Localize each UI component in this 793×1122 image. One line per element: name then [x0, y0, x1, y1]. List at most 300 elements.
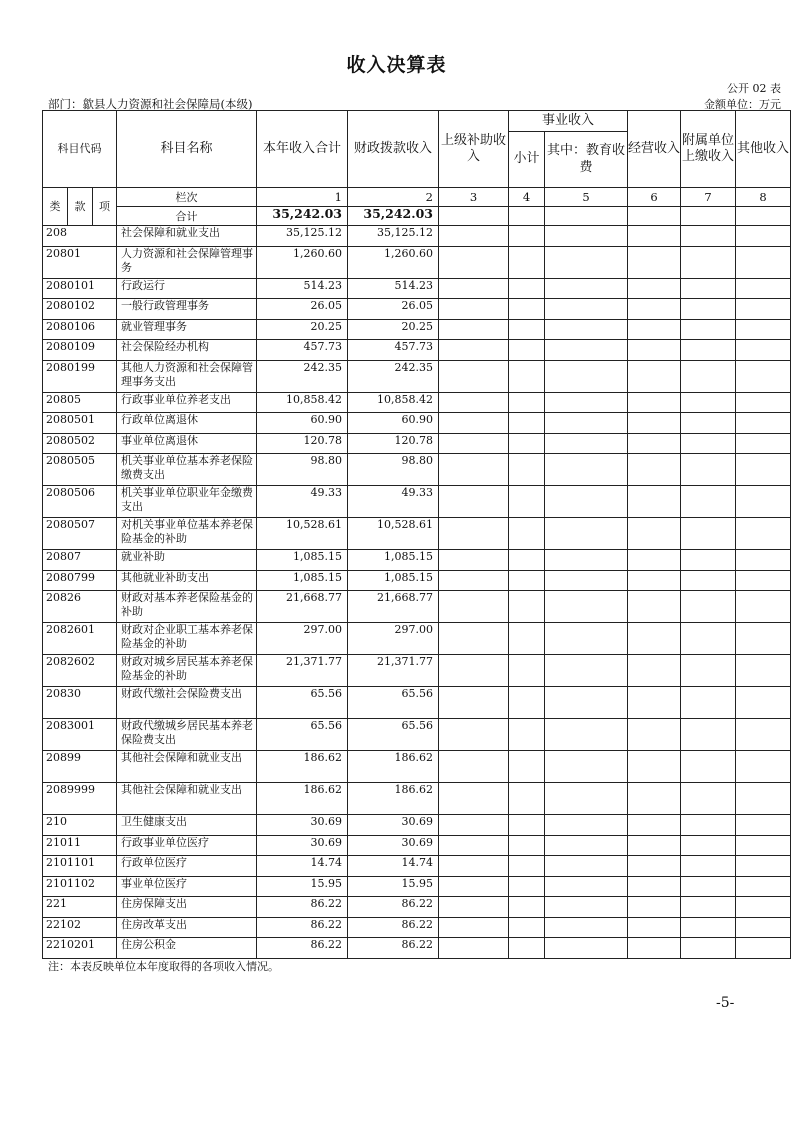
fiscal-allocation: 10,858.42: [348, 392, 439, 413]
fiscal-allocation: 15.95: [348, 876, 439, 897]
subject-code: 2101101: [43, 856, 117, 877]
department-label: 部门：歙县人力资源和社会保障局(本级): [48, 97, 253, 111]
subject-name: 其他社会保障和就业支出: [117, 751, 257, 783]
subject-name: 就业管理事务: [117, 319, 257, 340]
fiscal-allocation: 86.22: [348, 917, 439, 938]
empty-cell: [628, 454, 681, 486]
empty-cell: [736, 392, 791, 413]
empty-cell: [681, 835, 736, 856]
income-total: 21,668.77: [257, 591, 348, 623]
income-total: 15.95: [257, 876, 348, 897]
table-row: [43, 835, 791, 856]
empty-cell: [509, 938, 545, 959]
empty-cell: [509, 550, 545, 571]
empty-cell: [545, 719, 628, 751]
header-row-1: [43, 111, 791, 132]
table-row: [43, 719, 791, 751]
subject-code: 20826: [43, 591, 117, 623]
empty-cell: [439, 246, 509, 278]
empty-cell: [628, 246, 681, 278]
empty-cell: [628, 299, 681, 320]
empty-cell: [439, 550, 509, 571]
empty-cell: [509, 783, 545, 815]
empty-cell: [439, 623, 509, 655]
empty-cell: [736, 623, 791, 655]
empty-cell: [439, 655, 509, 687]
empty-cell: [439, 876, 509, 897]
subject-name: 就业补助: [117, 550, 257, 571]
empty-cell: [509, 299, 545, 320]
empty-cell: [681, 687, 736, 719]
subject-code: 2080505: [43, 454, 117, 486]
table-row: [43, 591, 791, 623]
table-row: [43, 917, 791, 938]
subject-name: 行政运行: [117, 278, 257, 299]
subject-name: 其他人力资源和社会保障管理事务支出: [117, 360, 257, 392]
subject-code: 221: [43, 897, 117, 918]
subject-code: 2089999: [43, 783, 117, 815]
table-row: [43, 655, 791, 687]
empty-cell: [545, 751, 628, 783]
empty-cell: [681, 454, 736, 486]
empty-cell: [509, 486, 545, 518]
empty-cell: [545, 835, 628, 856]
subject-name: 一般行政管理事务: [117, 299, 257, 320]
colnum-6: 6: [628, 188, 681, 207]
col8-header: 其他收入: [736, 111, 791, 188]
total-label: 合计: [117, 207, 257, 226]
subject-code: 2082601: [43, 623, 117, 655]
empty-cell: [736, 360, 791, 392]
income-total: 30.69: [257, 815, 348, 836]
table-row: [43, 938, 791, 959]
subject-code: 20899: [43, 751, 117, 783]
fiscal-allocation: 21,668.77: [348, 591, 439, 623]
empty-cell: [736, 299, 791, 320]
fiscal-allocation: 514.23: [348, 278, 439, 299]
empty-cell: [736, 835, 791, 856]
empty-cell: [628, 751, 681, 783]
empty-cell: [736, 751, 791, 783]
subject-code: 21011: [43, 835, 117, 856]
subject-name: 行政事业单位养老支出: [117, 392, 257, 413]
subject-name: 事业单位医疗: [117, 876, 257, 897]
subject-name: 财政对基本养老保险基金的补助: [117, 591, 257, 623]
subject-name: 财政对城乡居民基本养老保险基金的补助: [117, 655, 257, 687]
empty-cell: [681, 815, 736, 836]
empty-cell: [628, 917, 681, 938]
empty-cell: [736, 486, 791, 518]
empty-cell: [545, 246, 628, 278]
income-total: 21,371.77: [257, 655, 348, 687]
income-total: 10,858.42: [257, 392, 348, 413]
income-total: 242.35: [257, 360, 348, 392]
empty-cell: [736, 433, 791, 454]
fiscal-allocation: 457.73: [348, 340, 439, 361]
empty-cell: [439, 783, 509, 815]
empty-cell: [509, 655, 545, 687]
empty-cell: [628, 340, 681, 361]
subject-code: 210: [43, 815, 117, 836]
empty-cell: [509, 856, 545, 877]
empty-cell: [628, 518, 681, 550]
income-total: 1,085.15: [257, 550, 348, 571]
income-total: 65.56: [257, 719, 348, 751]
fiscal-allocation: 30.69: [348, 815, 439, 836]
empty-cell: [681, 340, 736, 361]
empty-cell: [545, 518, 628, 550]
subject-name: 社会保障和就业支出: [117, 226, 257, 247]
colnum-1: 1: [257, 188, 348, 207]
table-row: [43, 518, 791, 550]
fiscal-allocation: 20.25: [348, 319, 439, 340]
fiscal-allocation: 14.74: [348, 856, 439, 877]
empty-cell: [439, 319, 509, 340]
subject-name: 机关事业单位职业年金缴费支出: [117, 486, 257, 518]
empty-cell: [439, 340, 509, 361]
fiscal-allocation: 297.00: [348, 623, 439, 655]
subject-code: 20830: [43, 687, 117, 719]
subject-name: 住房保障支出: [117, 897, 257, 918]
empty-cell: [628, 938, 681, 959]
subject-name: 事业单位离退休: [117, 433, 257, 454]
empty-cell: [681, 570, 736, 591]
empty-cell: [509, 454, 545, 486]
empty-cell: [681, 360, 736, 392]
empty-cell: [736, 518, 791, 550]
empty-cell: [439, 454, 509, 486]
empty-cell: [736, 550, 791, 571]
empty-cell: [628, 623, 681, 655]
subject-code-header: 科目代码: [43, 111, 117, 188]
col5-header: 其中：教育收费: [545, 132, 628, 188]
empty-cell: [439, 591, 509, 623]
fiscal-allocation: 120.78: [348, 433, 439, 454]
subject-code: 2080799: [43, 570, 117, 591]
empty-cell: [681, 719, 736, 751]
empty-cell: [545, 856, 628, 877]
subject-code: 2080502: [43, 433, 117, 454]
fiscal-allocation: 242.35: [348, 360, 439, 392]
colnum-8: 8: [736, 188, 791, 207]
empty-cell: [736, 226, 791, 247]
empty-cell: [509, 246, 545, 278]
empty-cell: [628, 591, 681, 623]
subject-code: 20801: [43, 246, 117, 278]
fiscal-allocation: 35,125.12: [348, 226, 439, 247]
subject-code: 2080507: [43, 518, 117, 550]
table-row: [43, 897, 791, 918]
table-row: [43, 433, 791, 454]
empty-cell: [545, 340, 628, 361]
empty-cell: [509, 392, 545, 413]
empty-cell: [545, 454, 628, 486]
page-title: 收入决算表: [346, 54, 447, 76]
colnum-7: 7: [681, 188, 736, 207]
table-row: [43, 278, 791, 299]
income-total: 186.62: [257, 783, 348, 815]
table-row: [43, 570, 791, 591]
empty-cell: [736, 454, 791, 486]
table-row: [43, 299, 791, 320]
subject-code: 20805: [43, 392, 117, 413]
subject-code: 20807: [43, 550, 117, 571]
empty-cell: [628, 550, 681, 571]
empty-cell: [509, 226, 545, 247]
empty-cell: [545, 433, 628, 454]
empty-cell: [736, 413, 791, 434]
income-total: 297.00: [257, 623, 348, 655]
empty-cell: [509, 815, 545, 836]
xiang-header: 项: [93, 188, 117, 226]
table-row: [43, 454, 791, 486]
income-total: 457.73: [257, 340, 348, 361]
empty-cell: [545, 278, 628, 299]
empty-cell: [681, 299, 736, 320]
empty-cell: [509, 413, 545, 434]
income-total: 30.69: [257, 835, 348, 856]
empty-cell: [509, 917, 545, 938]
subject-code: 2080501: [43, 413, 117, 434]
table-row: [43, 687, 791, 719]
empty-cell: [545, 783, 628, 815]
subject-name: 行政单位离退休: [117, 413, 257, 434]
empty-cell: [509, 360, 545, 392]
empty-cell: [628, 783, 681, 815]
empty-cell: [545, 392, 628, 413]
empty-cell: [736, 570, 791, 591]
amount-unit: 金额单位：万元: [704, 98, 781, 111]
fiscal-allocation: 186.62: [348, 751, 439, 783]
subject-name-header: 科目名称: [117, 111, 257, 188]
subject-name: 住房公积金: [117, 938, 257, 959]
subject-code: 2080199: [43, 360, 117, 392]
empty-cell: [545, 550, 628, 571]
empty-cell: [509, 433, 545, 454]
empty-cell: [736, 719, 791, 751]
fiscal-allocation: 186.62: [348, 783, 439, 815]
empty-cell: [628, 876, 681, 897]
fiscal-allocation: 60.90: [348, 413, 439, 434]
empty-cell: [439, 897, 509, 918]
empty-cell: [545, 299, 628, 320]
income-total: 1,085.15: [257, 570, 348, 591]
fiscal-allocation: 86.22: [348, 897, 439, 918]
subject-name: 行政单位医疗: [117, 856, 257, 877]
fiscal-allocation: 98.80: [348, 454, 439, 486]
empty-cell: [736, 340, 791, 361]
subject-name: 住房改革支出: [117, 917, 257, 938]
subject-code: 2083001: [43, 719, 117, 751]
empty-cell: [681, 246, 736, 278]
empty-cell: [509, 319, 545, 340]
subject-name: 人力资源和社会保障管理事务: [117, 246, 257, 278]
empty-cell: [545, 486, 628, 518]
empty-cell: [681, 413, 736, 434]
empty-cell: [681, 751, 736, 783]
empty-cell: [545, 226, 628, 247]
empty-cell: [439, 917, 509, 938]
col7-header: 附属单位上缴收入: [681, 111, 736, 188]
empty-cell: [681, 433, 736, 454]
empty-cell: [545, 876, 628, 897]
empty-cell: [628, 570, 681, 591]
empty-cell: [681, 518, 736, 550]
empty-cell: [628, 360, 681, 392]
subject-name: 财政对企业职工基本养老保险基金的补助: [117, 623, 257, 655]
empty-cell: [736, 591, 791, 623]
empty-cell: [681, 655, 736, 687]
empty-cell: [736, 278, 791, 299]
empty-cell: [628, 486, 681, 518]
fiscal-allocation: 26.05: [348, 299, 439, 320]
empty-cell: [681, 783, 736, 815]
income-total: 20.25: [257, 319, 348, 340]
subject-code: 2080101: [43, 278, 117, 299]
empty-cell: [509, 719, 545, 751]
col1-header: 本年收入合计: [257, 111, 348, 188]
empty-cell: [628, 897, 681, 918]
total-col1: 35,242.03: [257, 207, 348, 226]
fiscal-allocation: 49.33: [348, 486, 439, 518]
income-total: 10,528.61: [257, 518, 348, 550]
column-number-row: [43, 188, 791, 207]
empty-cell: [439, 518, 509, 550]
empty-cell: [545, 897, 628, 918]
empty-cell: [509, 687, 545, 719]
empty-cell: [681, 319, 736, 340]
empty-cell: [439, 486, 509, 518]
income-total: 26.05: [257, 299, 348, 320]
subject-name: 行政事业单位医疗: [117, 835, 257, 856]
table-row: [43, 319, 791, 340]
subject-code: 2080106: [43, 319, 117, 340]
table-row: [43, 360, 791, 392]
fiscal-allocation: 86.22: [348, 938, 439, 959]
empty-cell: [736, 319, 791, 340]
empty-cell: [545, 413, 628, 434]
table-row: [43, 815, 791, 836]
empty-cell: [439, 938, 509, 959]
fiscal-allocation: 10,528.61: [348, 518, 439, 550]
empty-cell: [439, 226, 509, 247]
fiscal-allocation: 21,371.77: [348, 655, 439, 687]
income-total: 86.22: [257, 938, 348, 959]
income-total: 49.33: [257, 486, 348, 518]
empty-cell: [681, 623, 736, 655]
empty-cell: [736, 917, 791, 938]
total-col2: 35,242.03: [348, 207, 439, 226]
table-row: [43, 876, 791, 897]
empty-cell: [628, 687, 681, 719]
income-total: 186.62: [257, 751, 348, 783]
empty-cell: [736, 876, 791, 897]
empty-cell: [628, 719, 681, 751]
empty-cell: [628, 433, 681, 454]
table-row: [43, 486, 791, 518]
fiscal-allocation: 1,085.15: [348, 570, 439, 591]
income-total: 514.23: [257, 278, 348, 299]
empty-cell: [509, 278, 545, 299]
empty-cell: [681, 278, 736, 299]
income-total: 86.22: [257, 897, 348, 918]
form-number: 公开 02 表: [727, 82, 781, 95]
subject-name: 机关事业单位基本养老保险缴费支出: [117, 454, 257, 486]
empty-cell: [628, 392, 681, 413]
empty-cell: [509, 518, 545, 550]
empty-cell: [628, 655, 681, 687]
empty-cell: [681, 917, 736, 938]
empty-cell: [736, 815, 791, 836]
subject-name: 卫生健康支出: [117, 815, 257, 836]
subject-name: 其他社会保障和就业支出: [117, 783, 257, 815]
empty-cell: [545, 360, 628, 392]
empty-cell: [681, 938, 736, 959]
empty-cell: [681, 591, 736, 623]
empty-cell: [628, 815, 681, 836]
subject-name: 财政代缴社会保险费支出: [117, 687, 257, 719]
empty-cell: [681, 392, 736, 413]
table-row: [43, 751, 791, 783]
empty-cell: [628, 835, 681, 856]
empty-cell: [439, 751, 509, 783]
subject-code: 22102: [43, 917, 117, 938]
fiscal-allocation: 1,260.60: [348, 246, 439, 278]
empty-cell: [736, 655, 791, 687]
empty-cell: [439, 687, 509, 719]
empty-cell: [545, 815, 628, 836]
table-row: [43, 413, 791, 434]
colnum-2: 2: [348, 188, 439, 207]
subject-code: 2080506: [43, 486, 117, 518]
empty-cell: [509, 591, 545, 623]
empty-cell: [545, 938, 628, 959]
empty-cell: [736, 856, 791, 877]
income-total: 86.22: [257, 917, 348, 938]
empty-cell: [439, 360, 509, 392]
empty-cell: [628, 319, 681, 340]
table-row: [43, 550, 791, 571]
income-total: 1,260.60: [257, 246, 348, 278]
empty-cell: [736, 897, 791, 918]
table-row: [43, 392, 791, 413]
income-total: 98.80: [257, 454, 348, 486]
table-row: [43, 783, 791, 815]
col4-header: 小计: [509, 132, 545, 188]
page-number: -5-: [716, 995, 735, 1011]
empty-cell: [736, 246, 791, 278]
fiscal-allocation: 65.56: [348, 687, 439, 719]
empty-cell: [681, 856, 736, 877]
subject-code: 2210201: [43, 938, 117, 959]
empty-cell: [545, 591, 628, 623]
empty-cell: [628, 413, 681, 434]
empty-cell: [439, 278, 509, 299]
empty-cell: [439, 299, 509, 320]
empty-cell: [681, 897, 736, 918]
empty-cell: [545, 319, 628, 340]
empty-cell: [545, 655, 628, 687]
table-row: [43, 340, 791, 361]
income-total: 60.90: [257, 413, 348, 434]
subject-code: 2101102: [43, 876, 117, 897]
empty-cell: [509, 835, 545, 856]
fiscal-allocation: 30.69: [348, 835, 439, 856]
kuan-header: 款: [68, 188, 93, 226]
col3-header: 上级补助收入: [439, 111, 509, 188]
empty-cell: [681, 876, 736, 897]
table-row: [43, 856, 791, 877]
